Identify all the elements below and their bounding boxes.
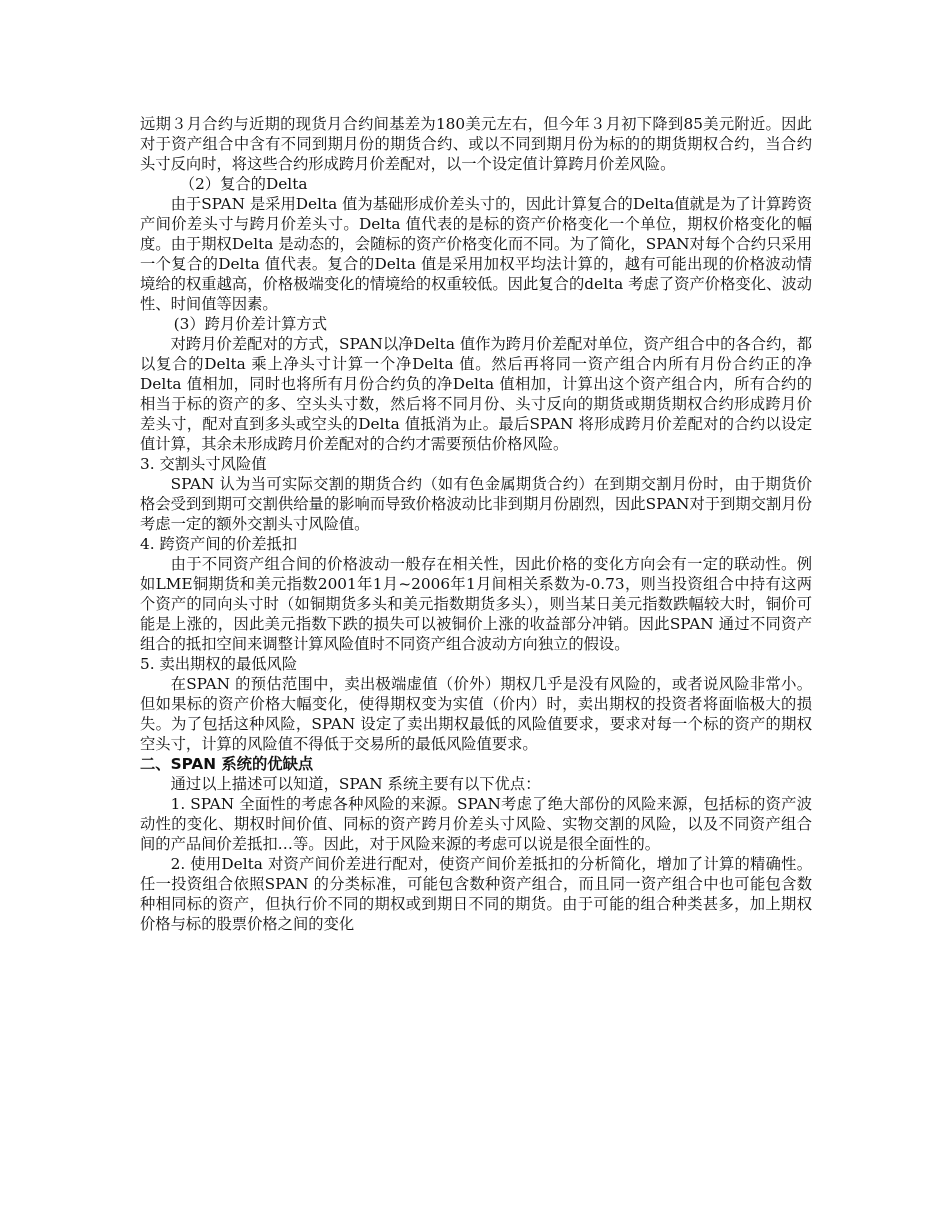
subheading-composite-delta: （2）复合的Delta	[179, 175, 308, 193]
heading-inter-commodity-credit: 4. 跨资产间的价差抵扣	[140, 535, 298, 553]
paragraph-calendar-spread-method: 对跨月价差配对的方式，SPAN以净Delta 值作为跨月价差配对单位，资产组合中的各合约，都以复合的Delta 乘上净头寸计算一个净Delta 值。然后再将同一资产组合内所有月份合约正的净Delta 值相加，同时也将所有月份合约负的净Delta 值相加，计算出这个资产组合内，所有合约的相当于标的资产的多、空头头寸数，然后将不同月份、头寸反向的期货或期货期权合约形成跨月价差头寸，配对直到多头或空头的Delta 值抵消为止。最后SPAN 将形成跨月价差配对的合约以设定值计算，其余未形成跨月价差配对的合约才需要预估价格风险。	[140, 335, 812, 453]
paragraph-delivery-risk: SPAN 认为当可实际交割的期货合约（如有色金属期货合约）在到期交割月份时，由于期货价格会受到到期可交割供给量的影响而导致价格波动比非到期月份剧烈，因此SPAN对于到期交割月份考虑一定的额外交割头寸风险值。	[140, 475, 812, 533]
section-heading-pros-cons: 二、SPAN 系统的优缺点	[140, 755, 314, 773]
paragraph-pro-1: 1. SPAN 全面性的考虑各种风险的来源。SPAN考虑了绝大部份的风险来源，包括标的资产波动性的变化、期权时间价值、同标的资产跨月价差头寸风险、实物交割的风险，以及不同资产组合间的产品间价差抵扣…等。因此，对于风险来源的考虑可以说是很全面性的。	[140, 795, 812, 853]
paragraph-pro-2: 2. 使用Delta 对资产间价差进行配对，使资产间价差抵扣的分析简化，增加了计算的精确性。任一投资组合依照SPAN 的分类标准，可能包含数种资产组合，而且同一资产组合中也可能包含数种相同标的资产，但执行价不同的期权或到期日不同的期货。由于可能的组合种类甚多，加上期权价格与标的股票价格之间的变化	[140, 855, 812, 933]
paragraph-basis-spread: 远期３月合约与近期的现货月合约间基差为180美元左右，但今年３月初下降到85美元附近。因此对于资产组合中含有不同到期月份的期货合约、或以不同到期月份为标的的期货期权合约，当合约头寸反向时，将这些合约形成跨月价差配对，以一个设定值计算跨月价差风险。	[140, 115, 812, 173]
paragraph-composite-delta: 由于SPAN 是采用Delta 值为基础形成价差头寸的，因此计算复合的Delta值就是为了计算跨资产间价差头寸与跨月价差头寸。Delta 值代表的是标的资产价格变化一个单位，期权价格变化的幅度。由于期权Delta 是动态的，会随标的资产价格变化而不同。为了简化，SPAN对每个合约只采用一个复合的Delta 值代表。复合的Delta 值是采用加权平均法计算的，越有可能出现的价格波动情境给的权重越高，价格极端变化的情境给的权重较低。因此复合的delta 考虑了资产价格变化、波动性、时间值等因素。	[140, 195, 812, 313]
subheading-calendar-spread-method: (3）跨月价差计算方式	[173, 315, 328, 333]
heading-short-option-minimum: 5. 卖出期权的最低风险	[140, 655, 298, 673]
document-page	[140, 114, 812, 934]
heading-delivery-risk: 3. 交割头寸风险值	[140, 455, 267, 473]
paragraph-inter-commodity-credit: 由于不同资产组合间的价格波动一般存在相关性，因此价格的变化方向会有一定的联动性。例如LME铜期货和美元指数2001年1月~2006年1月间相关系数为-0.73，则当投资组合中持有这两个资产的同向头寸时（如铜期货多头和美元指数期货多头），则当某日美元指数跌幅较大时，铜价可能是上涨的，因此美元指数下跌的损失可以被铜价上涨的收益部分冲销。因此SPAN 通过不同资产组合的抵扣空间来调整计算风险值时不同资产组合波动方向独立的假设。	[140, 555, 812, 653]
paragraph-pros-intro: 通过以上描述可以知道，SPAN 系统主要有以下优点：	[170, 775, 541, 793]
paragraph-short-option-minimum: 在SPAN 的预估范围中，卖出极端虚值（价外）期权几乎是没有风险的，或者说风险非常小。但如果标的资产价格大幅变化，使得期权变为实值（价内）时，卖出期权的投资者将面临极大的损失。为了包括这种风险，SPAN 设定了卖出期权最低的风险值要求，要求对每一个标的资产的期权空头寸，计算的风险值不得低于交易所的最低风险值要求。	[140, 675, 812, 753]
